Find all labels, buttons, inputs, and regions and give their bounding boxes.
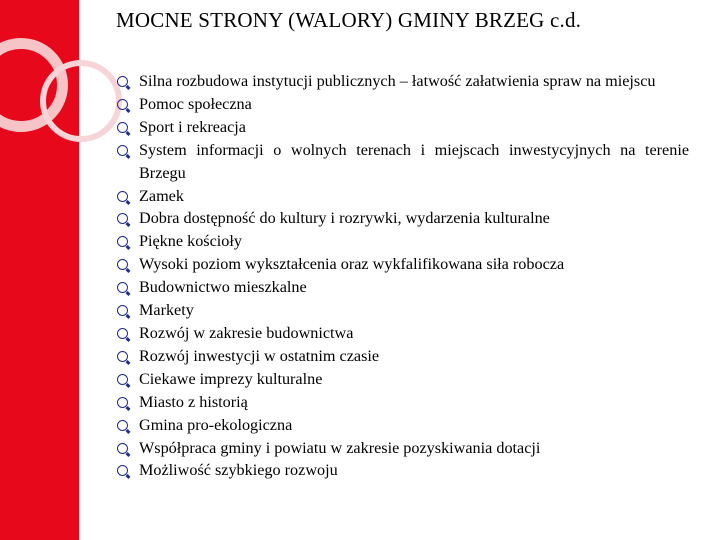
list-item-text: Ciekawe imprezy kulturalne [139,369,323,388]
list-item [117,253,689,276]
q-bullet-icon [117,397,128,408]
q-bullet-icon [117,236,128,247]
q-bullet-icon [117,76,128,87]
decorative-ring [40,60,122,142]
list-item-text: Możliwość szybkiego rozwoju [139,461,338,480]
q-bullet-icon [117,213,128,224]
q-bullet-icon [117,328,128,339]
list-item-text: Piękne kościoły [139,232,242,251]
list-item [117,345,689,368]
list-item [117,322,689,345]
list-item-text: Pomoc społeczna [139,94,252,113]
q-bullet-icon [117,145,128,156]
q-bullet-icon [117,351,128,362]
list-item-text: Rozwój inwestycji w ostatnim czasie [139,346,380,365]
q-bullet-icon [117,259,128,270]
q-bullet-icon [117,305,128,316]
list-item-text: Gmina pro-ekologiczna [139,415,293,434]
q-bullet-icon [117,443,128,454]
list-item-text: Miasto z historią [139,392,248,411]
list-item [117,391,689,414]
bullet-list [117,70,689,482]
list-item-text: Sport i rekreacja [139,117,246,136]
q-bullet-icon [117,99,128,110]
q-bullet-icon [117,420,128,431]
list-item-text: Współpraca gminy i powiatu w zakresie pozyskiwania dotacji [139,438,541,457]
list-item [117,207,689,230]
list-item-text: Dobra dostępność do kultury i rozrywki, wydarzenia kulturalne [139,209,550,228]
list-item [117,230,689,253]
list-item [117,459,689,482]
q-bullet-icon [117,465,128,476]
list-item [117,116,689,139]
q-bullet-icon [117,191,128,202]
list-item-text: Silna rozbudowa instytucji publicznych – łatwość załatwienia spraw na miejscu [139,72,656,90]
list-item [117,139,689,185]
list-item-text: Rozwój w zakresie budownictwa [139,323,354,342]
list-item [117,93,689,116]
list-item [117,70,689,93]
q-bullet-icon [117,374,128,385]
list-item [117,414,689,437]
list-item-text: Budownictwo mieszkalne [139,278,307,297]
list-item-text: Wysoki poziom wykształcenia oraz wykfalifikowana siła robocza [139,255,565,274]
q-bullet-icon [117,282,128,293]
list-item [117,276,689,299]
list-item-text: System informacji o wolnych terenach i miejscach inwestycyjnych na terenie Brzegu [139,140,689,182]
list-item [117,368,689,391]
list-item [117,299,689,322]
list-item-text: Markety [139,301,194,320]
q-bullet-icon [117,122,128,133]
list-item [117,437,689,460]
list-item-text: Zamek [139,186,184,205]
slide-title: MOCNE STRONY (WALORY) GMINY BRZEG c.d. [116,8,582,32]
list-item [117,185,689,208]
